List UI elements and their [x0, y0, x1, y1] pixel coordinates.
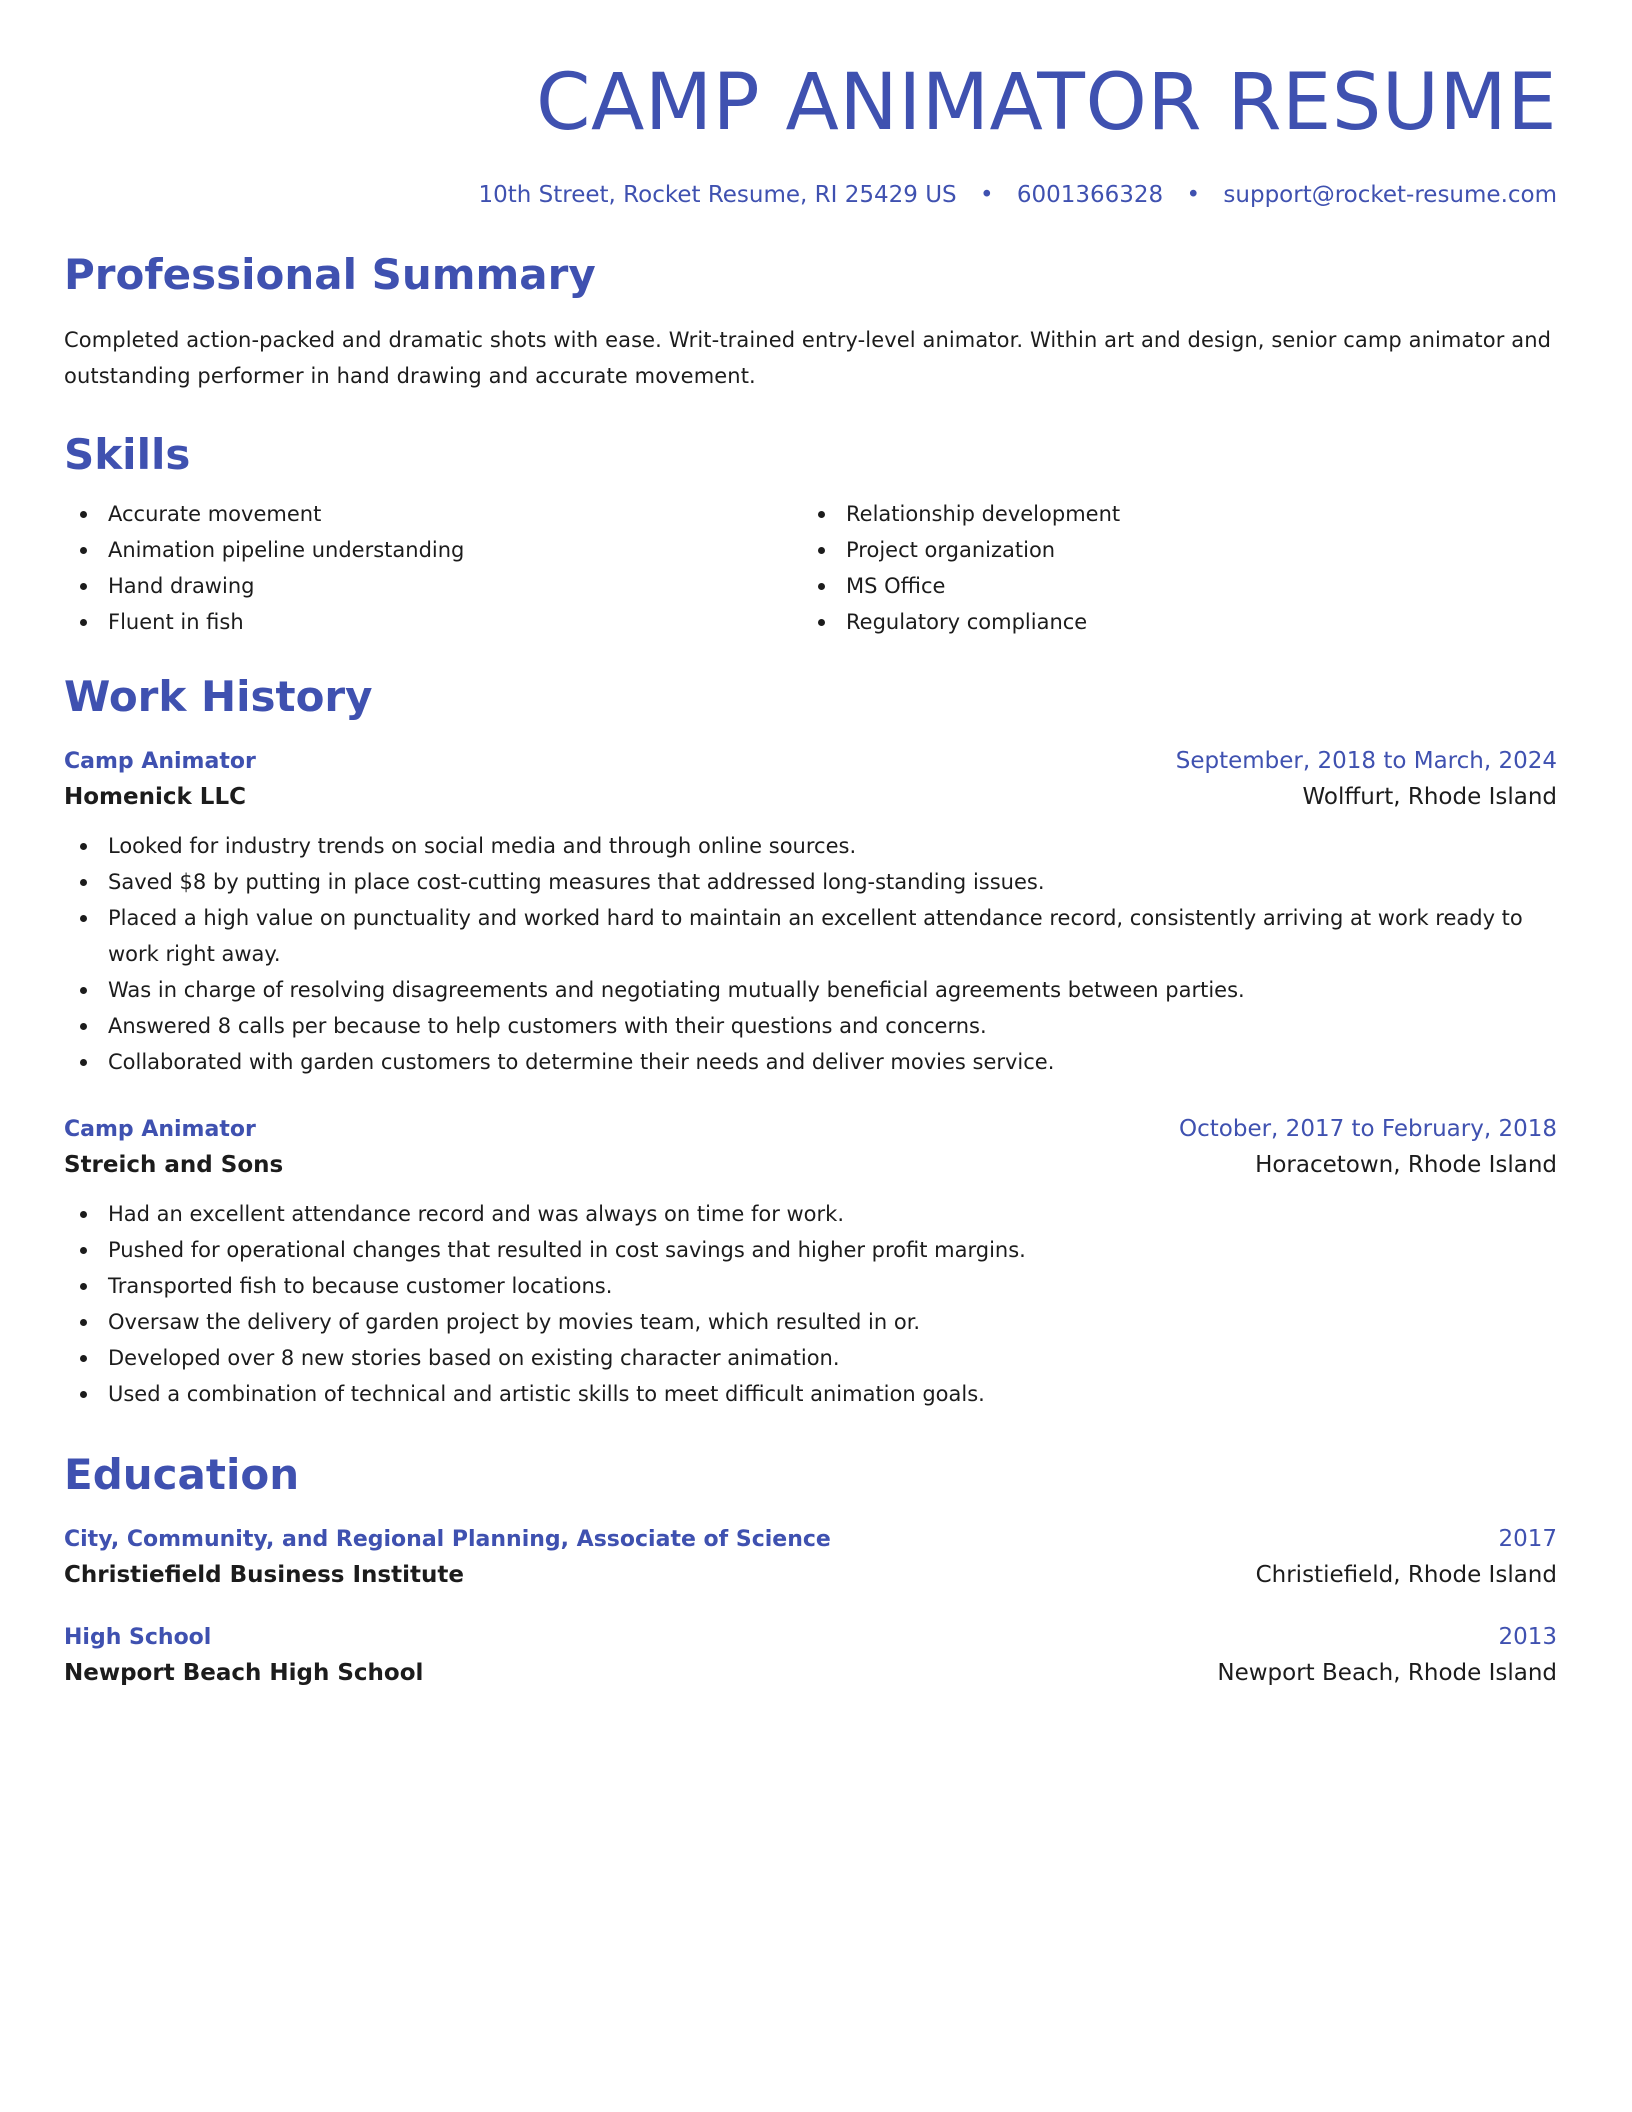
summary-text: Completed action-packed and dramatic shots with ease. Writ-trained entry-level animator. Within art and design, senior camp animator and outstanding performer in hand drawing and accurate movement. [64, 328, 1552, 388]
resume-page [64, 0, 1557, 1686]
duty-item: Pushed for operational changes that resulted in cost savings and higher profit margins. [64, 1232, 1557, 1268]
education-degree: City, Community, and Regional Planning, Associate of Science [64, 1527, 831, 1552]
skill-item: Relationship development [802, 496, 1540, 532]
contact-line [64, 182, 1557, 208]
duty-item: Oversaw the delivery of garden project by movies team, which resulted in or. [64, 1304, 1557, 1340]
skill-item: MS Office [802, 568, 1540, 604]
education-heading: Education [64, 1450, 300, 1499]
job-duties [64, 828, 1557, 1080]
duty-item: Placed a high value on punctuality and worked hard to maintain an excellent attendance record, consistently arriving at work ready to work right away. [64, 900, 1557, 972]
skills-column-left [64, 496, 802, 640]
job-company: Homenick LLC [64, 784, 247, 810]
job-location: Horacetown, Rhode Island [1255, 1152, 1557, 1178]
contact-email: support@rocket-resume.com [1223, 182, 1557, 208]
education-year: 2017 [1498, 1526, 1557, 1552]
job-role: Camp Animator [64, 1117, 256, 1142]
duty-item: Transported fish to because customer locations. [64, 1268, 1557, 1304]
job-company: Streich and Sons [64, 1152, 284, 1178]
summary-heading: Professional Summary [64, 250, 596, 299]
skill-item: Animation pipeline understanding [64, 532, 802, 568]
contact-address: 10th Street, Rocket Resume, RI 25429 US [478, 182, 957, 208]
job-dates: September, 2018 to March, 2024 [1175, 748, 1557, 774]
contact-separator: • [1186, 182, 1201, 208]
contact-phone: 6001366328 [1016, 182, 1164, 208]
duty-item: Developed over 8 new stories based on existing character animation. [64, 1340, 1557, 1376]
duty-item: Had an excellent attendance record and was always on time for work. [64, 1196, 1557, 1232]
job-dates: October, 2017 to February, 2018 [1179, 1116, 1557, 1142]
duty-item: Saved $8 by putting in place cost-cutting measures that addressed long-standing issues. [64, 864, 1557, 900]
work-history-heading: Work History [64, 672, 373, 721]
skill-item: Regulatory compliance [802, 604, 1540, 640]
skill-item: Fluent in fish [64, 604, 802, 640]
skills-list [64, 496, 1557, 640]
education-year: 2013 [1498, 1624, 1557, 1650]
job-duties [64, 1196, 1557, 1412]
skills-heading: Skills [64, 430, 191, 479]
duty-item: Was in charge of resolving disagreements and negotiating mutually beneficial agreements between parties. [64, 972, 1557, 1008]
job-location: Wolffurt, Rhode Island [1302, 784, 1557, 810]
education-location: Newport Beach, Rhode Island [1217, 1660, 1557, 1686]
education-entry [64, 1624, 1557, 1686]
skill-item: Project organization [802, 532, 1540, 568]
education-school: Christiefield Business Institute [64, 1562, 464, 1588]
education-school: Newport Beach High School [64, 1660, 424, 1686]
duty-item: Used a combination of technical and artistic skills to meet difficult animation goals. [64, 1376, 1557, 1412]
duty-item: Answered 8 calls per because to help customers with their questions and concerns. [64, 1008, 1557, 1044]
job-entry [64, 1116, 1557, 1412]
resume-title: CAMP ANIMATOR RESUME [536, 58, 1557, 148]
skill-item: Accurate movement [64, 496, 802, 532]
duty-item: Collaborated with garden customers to determine their needs and deliver movies service. [64, 1044, 1557, 1080]
education-entry [64, 1526, 1557, 1588]
education-degree: High School [64, 1625, 212, 1650]
duty-item: Looked for industry trends on social media and through online sources. [64, 828, 1557, 864]
job-entry [64, 748, 1557, 1080]
skill-item: Hand drawing [64, 568, 802, 604]
contact-separator: • [979, 182, 994, 208]
education-location: Christiefield, Rhode Island [1255, 1562, 1557, 1588]
skills-column-right [802, 496, 1540, 640]
job-role: Camp Animator [64, 749, 256, 774]
